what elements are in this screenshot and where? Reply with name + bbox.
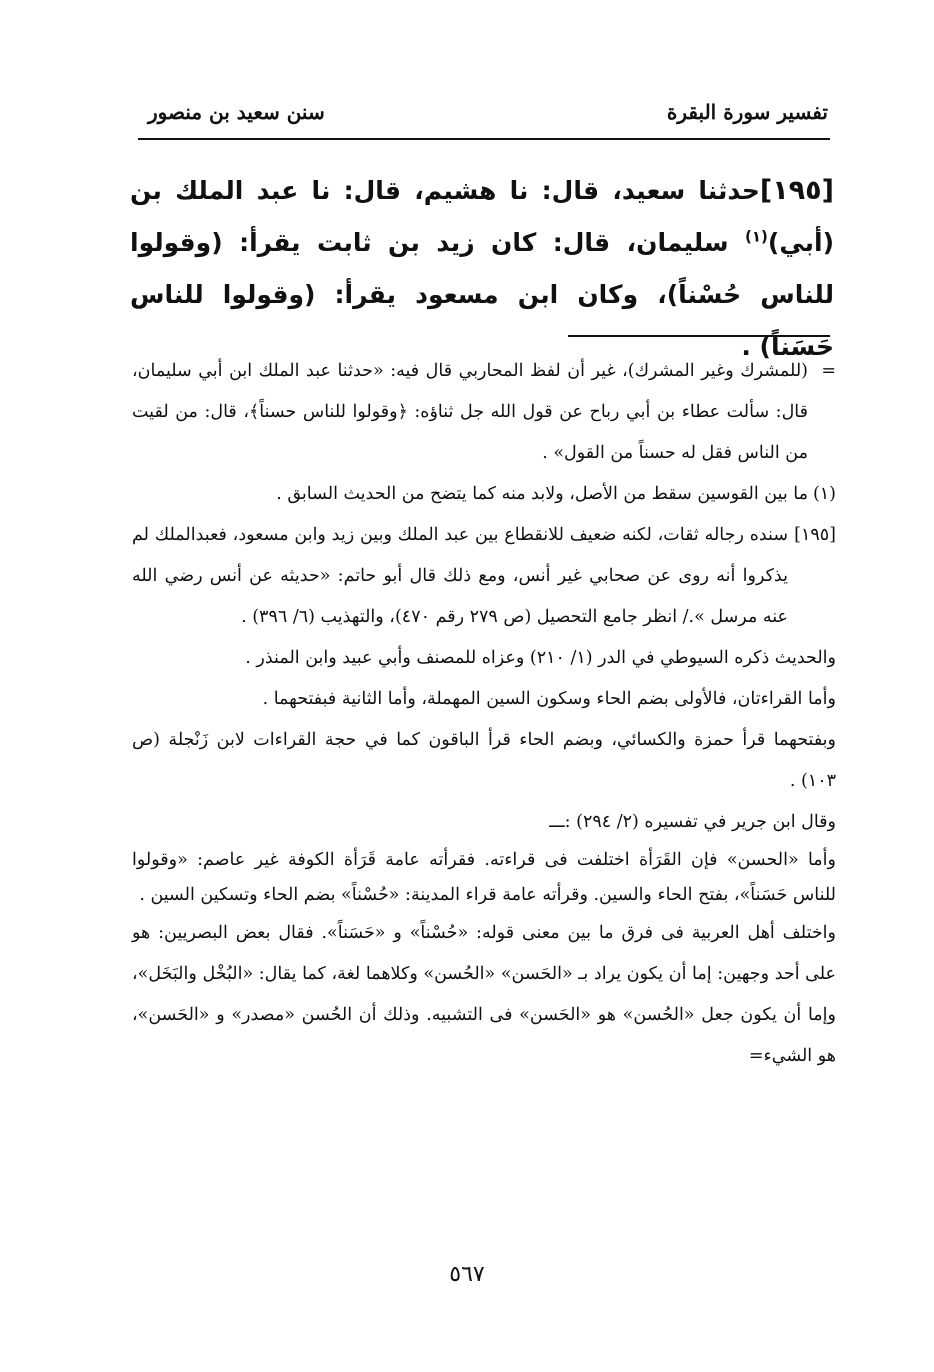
footnote-quote: وأما «الحسن» فإن القَرَأة اختلفت فى قراءته. فقرأته عامة قَرَأة الكوفة غير عاصم: «وقولوا للناس حَسَناً»، بفتح الحاء والسين. وقرأته عامة قراء المدينة: «حُسْناً» بضم الحاء وتسكين السين . <box>132 850 836 905</box>
header-divider <box>138 138 830 140</box>
page-number: ٥٦٧ <box>449 1262 485 1287</box>
footnote-1 <box>132 474 836 515</box>
footnote-195-mark: [١٩٥] <box>794 525 836 545</box>
continuation-text: (للمشرك وغير المشرك)، غير أن لفظ المحاربي قال فيه: «حدثنا عبد الملك ابن أبي سليمان، قال: سألت عطاء بن أبي رباح عن قول الله جل ثناؤه: ﴿وقولوا للناس حسناً﴾، قال: من لقيت من الناس فقل له حسناً من القول» . <box>132 361 808 463</box>
hadith-text <box>130 165 834 373</box>
footnote-paragraph: واختلف أهل العربية فى فرق ما بين معنى قوله: «حُسْناً» و «حَسَناً». فقال بعض البصريين: هو على أحد وجهين: إما أن يكون يراد بـ «الحَسن» «الحُسن» وكلاهما لغة، كما يقال: «البُخْل والبَخَل»، وإما أن يكون جعل «الحُسن» هو «الحَسن» فى التشبيه. وذلك أن الحُسن «مصدر» و «الحَسن»، هو الشيء= <box>132 923 836 1066</box>
footnote-1-mark: (١) <box>812 484 836 504</box>
footnotes <box>132 351 836 1077</box>
footnote-paragraph: وقال ابن جرير في تفسيره (٢/ ٢٩٤) :ـــ <box>549 812 836 832</box>
hadith-number: [١٩٥] <box>759 175 834 206</box>
header-book-title: سنن سعيد بن منصور <box>148 100 325 124</box>
footnote-195-text: سنده رجاله ثقات، لكنه ضعيف للانقطاع بين عبد الملك وبين زيد وابن مسعود، فعبدالملك لم يذكروا أنه روى عن صحابي غير أنس، ومع ذلك قال أبو حاتم: «حديثه عن أنس رضي الله عنه مرسل »./ انظر جامع التحصيل (ص ٢٧٩ رقم ٤٧٠)، والتهذيب (٦/ ٣٩٦) . <box>132 525 788 627</box>
footnote-paragraph: وأما القراءتان، فالأولى بضم الحاء وسكون السين المهملة، وأما الثانية فبفتحهما . <box>262 689 836 709</box>
footnote-195 <box>132 515 836 638</box>
footnote-paragraph: والحديث ذكره السيوطي في الدر (١/ ٢١٠) وعزاه للمصنف وأبي عبيد وابن المنذر . <box>245 648 836 668</box>
header-chapter-title: تفسير سورة البقرة <box>666 100 828 124</box>
running-header <box>138 94 828 130</box>
footnote-continuation <box>132 351 836 474</box>
hadith-text-part2: سليمان، قال: كان زيد بن ثابت يقرأ: (وقولوا للناس حُسْناً)، وكان ابن مسعود يقرأ: (وقولوا للناس حَسَناً) . <box>130 228 834 361</box>
footnote-1-text: ما بين القوسين سقط من الأصل، ولابد منه كما يتضح من الحديث السابق . <box>276 484 808 504</box>
hadith-text-part1: حدثنا سعيد، قال: نا هشيم، قال: نا عبد الملك بن (أبي) <box>130 176 834 257</box>
footnote-reference: (١) <box>745 227 768 246</box>
continuation-mark: = <box>821 361 836 381</box>
footnote-paragraph: وبفتحهما قرأ حمزة والكسائي، وبضم الحاء قرأ الباقون كما في حجة القراءات لابن زَنْجلة (ص ١٠٣) . <box>132 730 836 791</box>
footnote-divider <box>568 335 830 337</box>
